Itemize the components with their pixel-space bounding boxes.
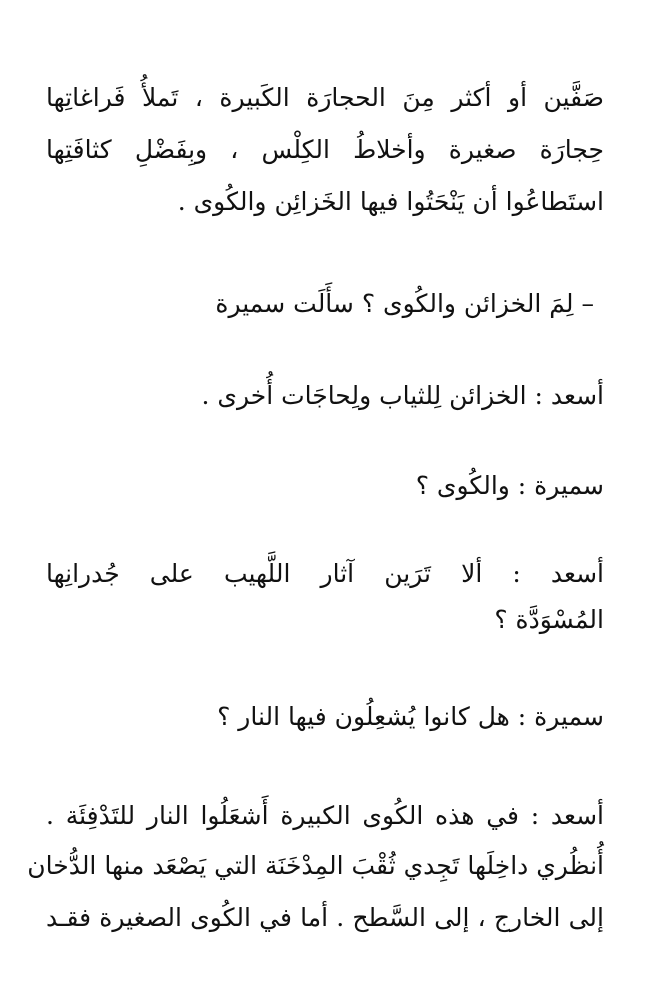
dialogue-line-question: – لِمَ الخزائن والكُوى ؟ سأَلَت سميرة	[215, 289, 594, 318]
dialogue-line-asaad-2: أسعد : ألا تَرَين آثار اللَّهيب على جُدرانِها	[46, 559, 604, 588]
dialogue-line-asaad-2-cont: المُسْوَدَّة ؟	[494, 605, 604, 634]
dialogue-line-samira-2: سميرة : هل كانوا يُشعِلُون فيها النار ؟	[217, 702, 604, 731]
dialogue-line-samira-1: سميرة : والكُوى ؟	[415, 471, 604, 500]
paragraph-line-3: استَطاعُوا أن يَنْحَتُوا فيها الخَزائِن والكُوى .	[177, 187, 604, 216]
dialogue-line-asaad-3-cont-1: أُنظُري داخِلَها تَجِدي ثُقْبَ المِدْخَنَة التي يَصْعَد منها الدُّخان	[27, 851, 604, 880]
dialogue-line-asaad-3-cont-2: إلى الخارج ، إلى السَّطح . أما في الكُوى الصغيرة فقـد	[46, 903, 604, 932]
dialogue-line-asaad-3: أسعد : في هذه الكُوى الكبيرة أَشعَلُوا النار للتَدْفِئَة .	[46, 801, 604, 830]
paragraph-line-1: صَفَّين أو أكثر مِنَ الحجارَة الكَبيرة ، تَملأُ فَراغاتِها	[46, 83, 604, 112]
dialogue-line-asaad-1: أسعد : الخزائن لِلثياب ولِحاجَات أُخرى .	[201, 381, 604, 410]
paragraph-line-2: حِجارَة صغيرة وأخلاطُ الكِلْس ، وبِفَضْلِ كثافَتِها	[46, 135, 604, 164]
